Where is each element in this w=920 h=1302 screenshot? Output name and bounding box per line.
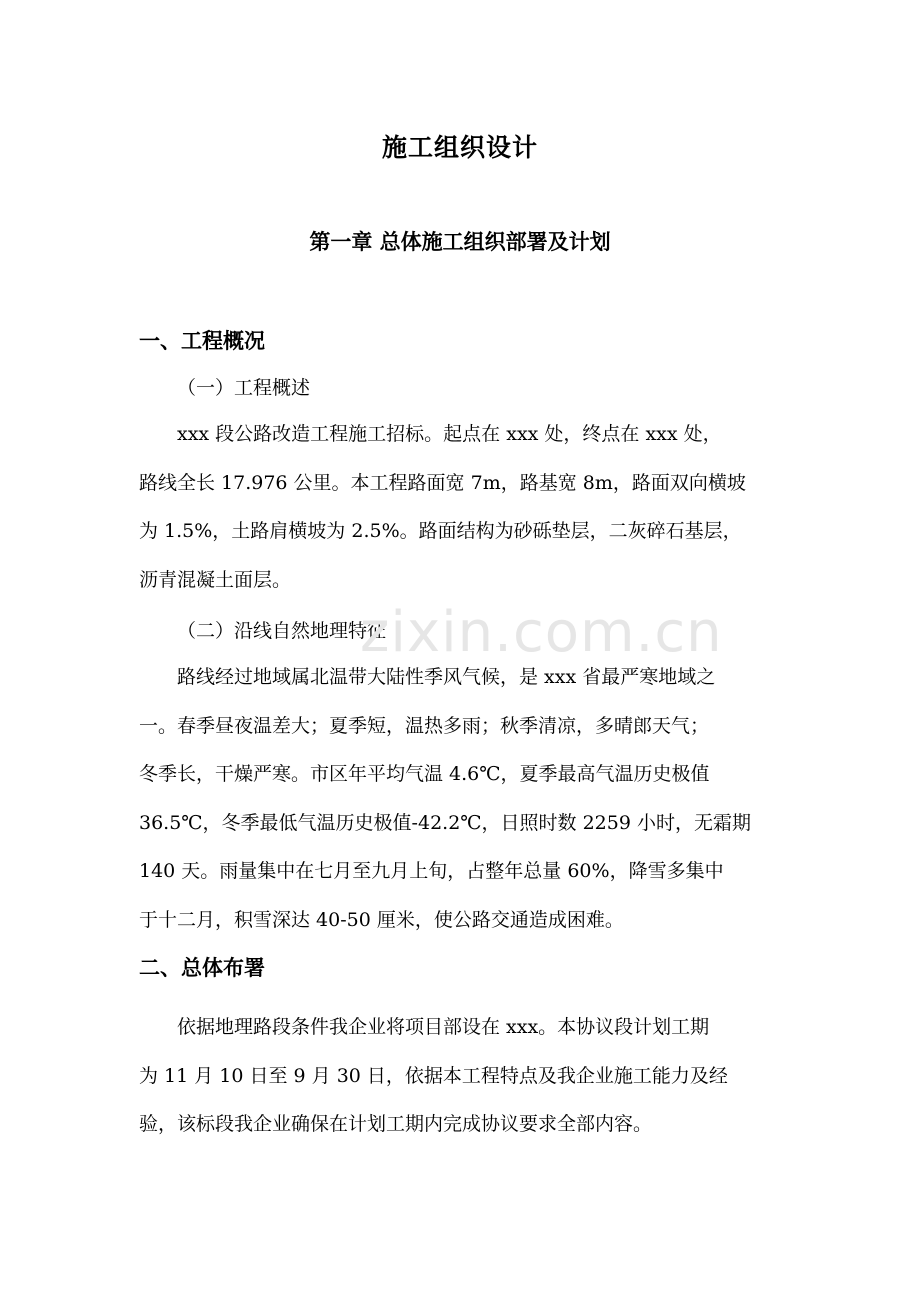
paragraph-summary [139, 410, 794, 604]
watermark-text: zixin.com.cn [360, 600, 723, 665]
paragraph-line: 为 11 月 10 日至 9 月 30 日，依据本工程特点及我企业施工能力及经 [139, 1064, 728, 1087]
paragraph-line: 冬季长，干燥严寒。市区年平均气温 4.6℃，夏季最高气温历史极值 [139, 763, 710, 785]
paragraph-line: 沥青混凝土面层。 [139, 568, 292, 591]
paragraph-line: 36.5℃，冬季最低气温历史极值-42.2℃，日照时数 2259 小时，无霜期 [139, 811, 751, 834]
section-heading-overview: 一、工程概况 [139, 328, 265, 353]
paragraph-line: 路线全长 17.976 公里。本工程路面宽 7m，路基宽 8m，路面双向横坡 [139, 471, 746, 494]
paragraph-geography [139, 653, 794, 944]
subsection-heading-summary: （一）工程概述 [177, 377, 311, 399]
paragraph-line: 于十二月，积雪深达 40-50 厘米，使公路交通造成困难。 [139, 908, 624, 931]
subsection-heading-geography: （二）沿线自然地理特征 [177, 620, 387, 642]
document-title: 施工组织设计 [381, 133, 538, 162]
paragraph-line: 路线经过地域属北温带大陆性季风气候，是 xxx 省最严寒地域之 [177, 666, 716, 688]
section-heading-deployment: 二、总体布署 [139, 955, 265, 980]
paragraph-line: 140 天。雨量集中在七月至九月上旬，占整年总量 60%，降雪多集中 [139, 860, 724, 882]
paragraph-line: 一。春季昼夜温差大；夏季短，温热多雨；秋季清凉，多晴郎天气； [139, 714, 710, 737]
paragraph-line: 验，该标段我企业确保在计划工期内完成协议要求全部内容。 [139, 1113, 653, 1135]
chapter-title: 第一章 总体施工组织部署及计划 [309, 229, 611, 254]
paragraph-line: 为 1.5%，土路肩横坡为 2.5%。路面结构为砂砾垫层，二灰碎石基层， [139, 520, 742, 542]
paragraph-line: 依据地理路段条件我企业将项目部设在 xxx。本协议段计划工期 [177, 1016, 710, 1038]
paragraph-deployment [139, 1003, 794, 1149]
paragraph-line: xxx 段公路改造工程施工招标。起点在 xxx 处，终点在 xxx 处， [177, 423, 722, 445]
